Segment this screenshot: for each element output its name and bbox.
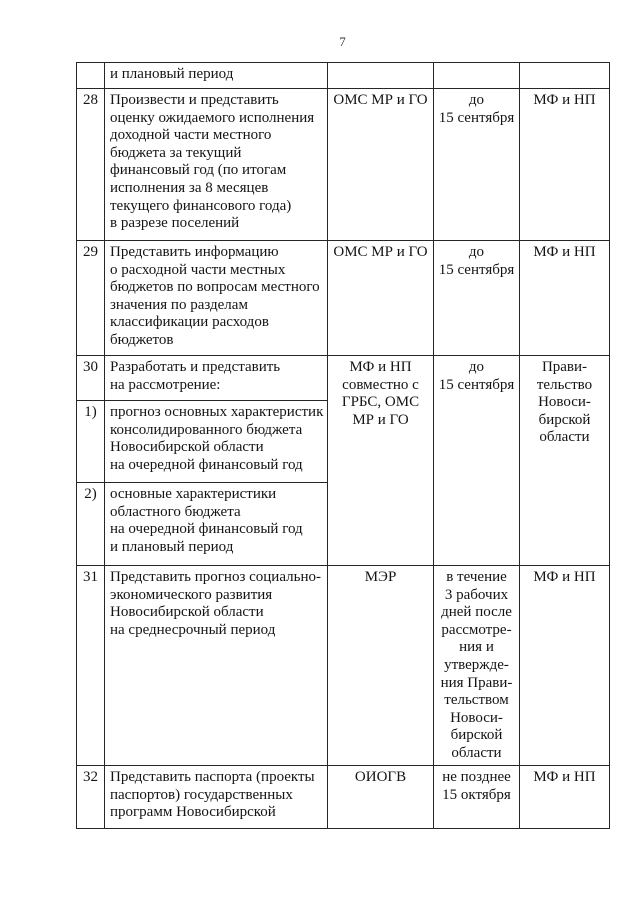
deadline: до 15 сентября bbox=[434, 356, 520, 566]
table-row-29 bbox=[77, 241, 610, 356]
task-description: основные характеристики областного бюджета на очередной финансовый год и плановый период bbox=[105, 483, 328, 566]
table-row-28 bbox=[77, 89, 610, 241]
recipient: МФ и НП bbox=[520, 566, 610, 766]
table-row-continuation bbox=[77, 63, 610, 89]
sub-item-number: 2) bbox=[77, 483, 105, 566]
table-row-31 bbox=[77, 566, 610, 766]
recipient: Прави- тельство Новоси- бирской области bbox=[520, 356, 610, 566]
recipient bbox=[520, 63, 610, 89]
recipient: МФ и НП bbox=[520, 766, 610, 829]
item-number: 31 bbox=[77, 566, 105, 766]
responsible-party: ОМС МР и ГО bbox=[328, 241, 434, 356]
item-number: 28 bbox=[77, 89, 105, 241]
deadline: до 15 сентября bbox=[434, 89, 520, 241]
recipient: МФ и НП bbox=[520, 241, 610, 356]
table-row-32 bbox=[77, 766, 610, 829]
task-description: прогноз основных характеристик консолидированного бюджета Новосибирской области на очередной финансовый год bbox=[105, 401, 328, 483]
task-description: Представить информацию о расходной части местных бюджетов по вопросам местного значения по разделам классификации расходов бюджетов bbox=[105, 241, 328, 356]
responsible-party: ОИОГВ bbox=[328, 766, 434, 829]
responsible-party: МЭР bbox=[328, 566, 434, 766]
item-number bbox=[77, 63, 105, 89]
task-description: Произвести и представить оценку ожидаемого исполнения доходной части местного бюджета за текущий финансовый год (по итогам исполнения за 8 месяцев текущего финансового года) в разрезе поселений bbox=[105, 89, 328, 241]
task-description: Представить прогноз социально- экономического развития Новосибирской области на среднесрочный период bbox=[105, 566, 328, 766]
responsible-party: ОМС МР и ГО bbox=[328, 89, 434, 241]
item-number: 29 bbox=[77, 241, 105, 356]
responsible-party bbox=[328, 63, 434, 89]
task-description: Представить паспорта (проекты паспортов) государственных программ Новосибирской bbox=[105, 766, 328, 829]
deadline: не позднее 15 октября bbox=[434, 766, 520, 829]
table-row-30 bbox=[77, 356, 610, 401]
schedule-table bbox=[76, 62, 610, 829]
item-number: 32 bbox=[77, 766, 105, 829]
task-description: Разработать и представить на рассмотрение: bbox=[105, 356, 328, 401]
deadline: в течение 3 рабочих дней после рассмотре- ния и утвержде- ния Прави- тельством Новоси- бирской области bbox=[434, 566, 520, 766]
recipient: МФ и НП bbox=[520, 89, 610, 241]
deadline: до 15 сентября bbox=[434, 241, 520, 356]
responsible-party: МФ и НП совместно с ГРБС, ОМС МР и ГО bbox=[328, 356, 434, 566]
sub-item-number: 1) bbox=[77, 401, 105, 483]
deadline bbox=[434, 63, 520, 89]
page-number: 7 bbox=[339, 34, 346, 49]
task-description: и плановый период bbox=[105, 63, 328, 89]
item-number: 30 bbox=[77, 356, 105, 401]
